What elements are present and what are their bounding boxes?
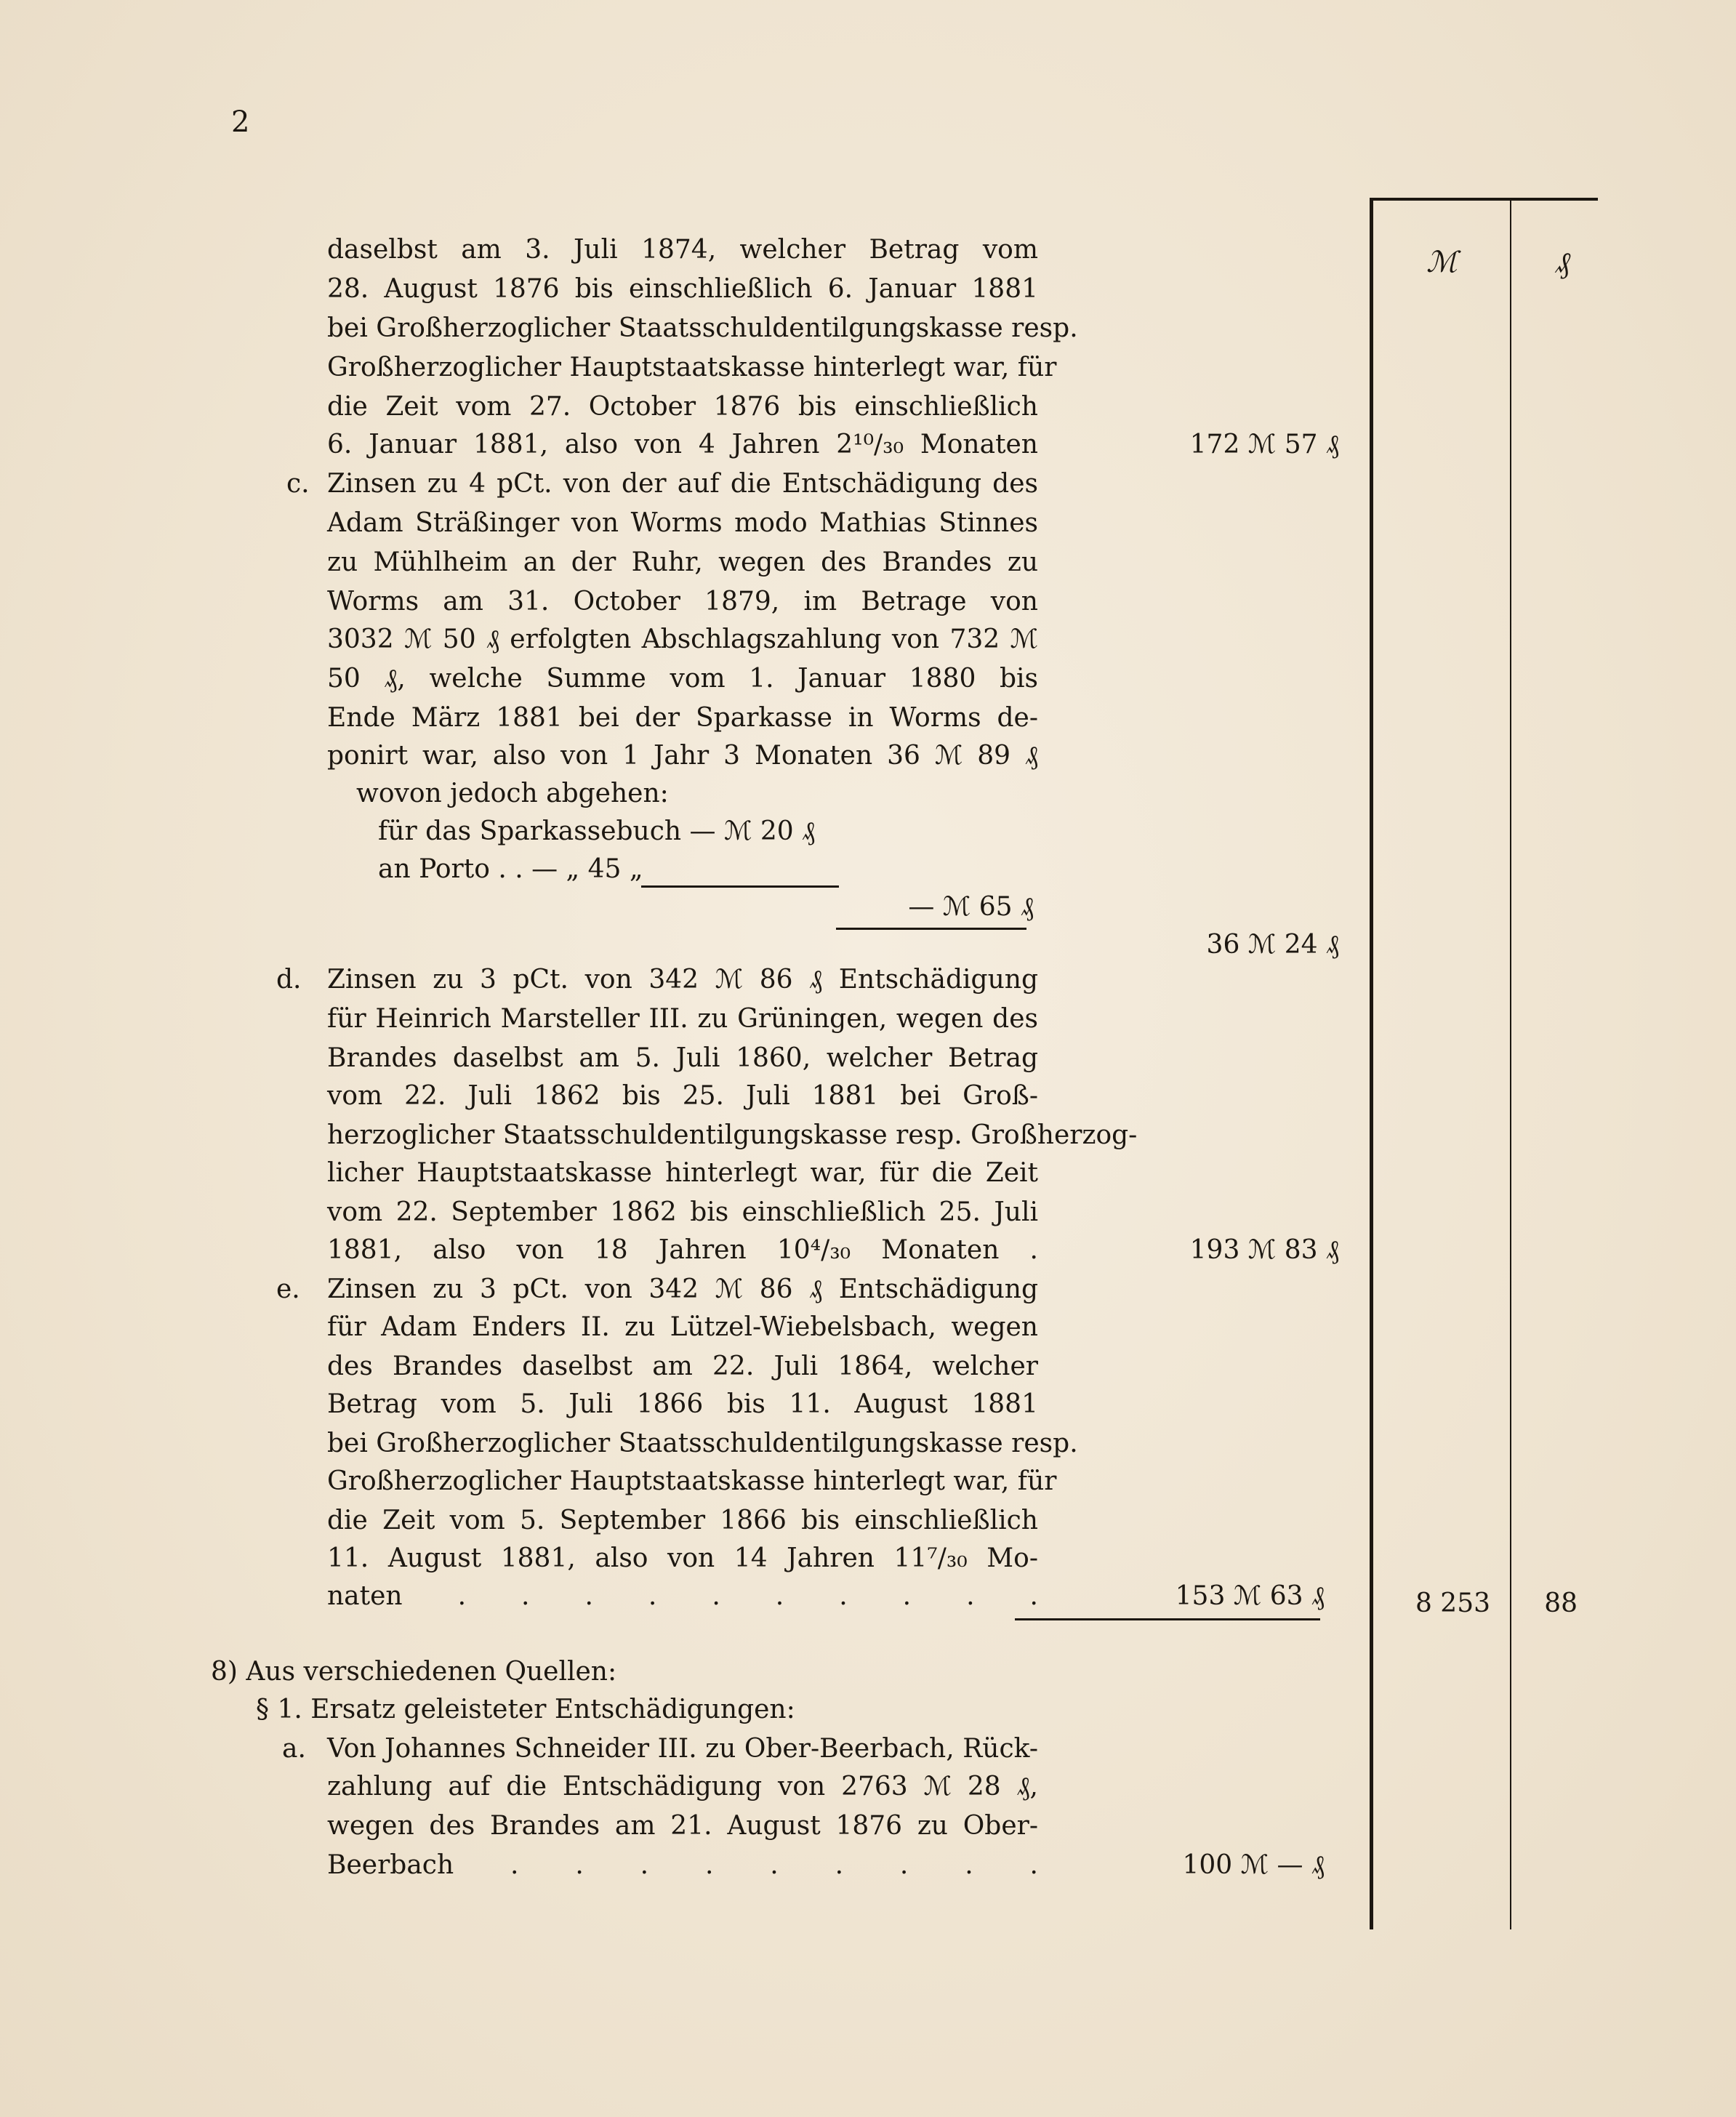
item-label-e: e. — [276, 1274, 300, 1304]
deduction-total-underline — [836, 928, 1026, 930]
text-line: Adam Sträßinger von Worms modo Mathias Stinnes — [327, 508, 1038, 538]
text-line: Zinsen zu 4 pCt. von der auf die Entschädigung des — [327, 469, 1038, 499]
amount-item-d: 193 ℳ 83 ₰ — [1189, 1235, 1339, 1265]
text-line: Zinsen zu 3 pCt. von 342 ℳ 86 ₰ Entschädigung — [327, 965, 1038, 995]
text-line: die Zeit vom 27. October 1876 bis einschließlich — [327, 392, 1038, 422]
text-line: vom 22. September 1862 bis einschließlich 25. Juli — [327, 1197, 1038, 1227]
deduction-underline — [641, 885, 839, 888]
ledger-middle-rule — [1510, 198, 1511, 1929]
text-line: die Zeit vom 5. September 1866 bis einschließlich — [327, 1506, 1038, 1535]
amount-item-c: 36 ℳ 24 ₰ — [1206, 930, 1339, 960]
deduction-line: an Porto . . — „ 45 „ — [378, 854, 643, 884]
amount-item-b: 172 ℳ 57 ₰ — [1189, 430, 1339, 459]
text-line: 50 ₰, welche Summe vom 1. Januar 1880 bis — [327, 664, 1038, 694]
amount-item-a: 100 ℳ — ₰ — [1182, 1850, 1325, 1880]
page-number: 2 — [231, 105, 250, 139]
text-line: zu Mühlheim an der Ruhr, wegen des Brandes zu — [327, 547, 1038, 577]
total-pfennig: 88 — [1544, 1588, 1578, 1618]
text-line: des Brandes daselbst am 22. Juli 1864, welcher — [327, 1351, 1038, 1381]
sum-underline — [1015, 1618, 1320, 1620]
text-line: Großherzoglicher Hauptstaatskasse hinterlegt war, für — [327, 1466, 1057, 1496]
text-line: herzoglicher Staatsschuldentilgungskasse resp. Großherzog- — [327, 1120, 1138, 1150]
text-line: naten . . . . . . . . . . — [327, 1581, 1038, 1611]
text-line: zahlung auf die Entschädigung von 2763 ℳ 28 ₰, — [327, 1772, 1038, 1801]
text-line: Betrag vom 5. Juli 1866 bis 11. August 1881 — [327, 1389, 1038, 1419]
text-line: Ende März 1881 bei der Sparkasse in Worms de- — [327, 703, 1038, 733]
item-label-a: a. — [282, 1734, 306, 1764]
amount-item-e: 153 ℳ 63 ₰ — [1175, 1581, 1325, 1611]
text-line: Von Johannes Schneider III. zu Ober-Beerbach, Rück- — [327, 1734, 1038, 1764]
text-line: Brandes daselbst am 5. Juli 1860, welcher Betrag — [327, 1043, 1038, 1073]
total-mark: 8 253 — [1415, 1588, 1490, 1618]
text-line: 11. August 1881, also von 14 Jahren 11⁷/₃₀ Mo- — [327, 1543, 1038, 1573]
deduction-total: — ℳ 65 ₰ — [908, 892, 1034, 922]
deduction-line: für das Sparkassebuch — ℳ 20 ₰ — [378, 816, 816, 846]
text-line: Beerbach . . . . . . . . . — [327, 1850, 1038, 1880]
text-line: wegen des Brandes am 21. August 1876 zu Ober- — [327, 1811, 1038, 1841]
ledger-top-rule — [1370, 198, 1598, 201]
text-line: bei Großherzoglicher Staatsschuldentilgungskasse resp. — [327, 313, 1078, 343]
item-label-d: d. — [276, 965, 302, 995]
pfennig-column-header: ₰ — [1556, 246, 1570, 280]
text-line: Worms am 31. October 1879, im Betrage von — [327, 587, 1038, 616]
text-line: für Adam Enders II. zu Lützel-Wiebelsbach, wegen — [327, 1312, 1038, 1342]
text-line: ponirt war, also von 1 Jahr 3 Monaten 36 ℳ 89 ₰ — [327, 741, 1038, 771]
text-line: wovon jedoch abgehen: — [356, 779, 669, 808]
ledger-left-rule — [1370, 198, 1373, 1929]
text-line: bei Großherzoglicher Staatsschuldentilgungskasse resp. — [327, 1429, 1078, 1458]
text-line: licher Hauptstaatskasse hinterlegt war, für die Zeit — [327, 1158, 1038, 1188]
subsection-heading: § 1. Ersatz geleisteter Entschädigungen: — [256, 1695, 795, 1724]
item-label-c: c. — [286, 469, 310, 499]
text-line: Großherzoglicher Hauptstaatskasse hinterlegt war, für — [327, 353, 1057, 382]
text-line: Zinsen zu 3 pCt. von 342 ℳ 86 ₰ Entschädigung — [327, 1274, 1038, 1304]
text-line: 6. Januar 1881, also von 4 Jahren 2¹⁰/₃₀ Monaten — [327, 430, 1038, 459]
text-line: daselbst am 3. Juli 1874, welcher Betrag vom — [327, 235, 1038, 265]
text-line: vom 22. Juli 1862 bis 25. Juli 1881 bei Groß- — [327, 1081, 1038, 1111]
text-line: 3032 ℳ 50 ₰ erfolgten Abschlagszahlung von 732 ℳ — [327, 624, 1038, 654]
text-line: 28. August 1876 bis einschließlich 6. Januar 1881 — [327, 274, 1038, 304]
mark-column-header: ℳ — [1426, 246, 1458, 279]
text-line: 1881, also von 18 Jahren 10⁴/₃₀ Monaten . — [327, 1235, 1038, 1265]
section-heading: 8) Aus verschiedenen Quellen: — [211, 1657, 617, 1687]
text-line: für Heinrich Marsteller III. zu Grüningen, wegen des — [327, 1004, 1038, 1034]
